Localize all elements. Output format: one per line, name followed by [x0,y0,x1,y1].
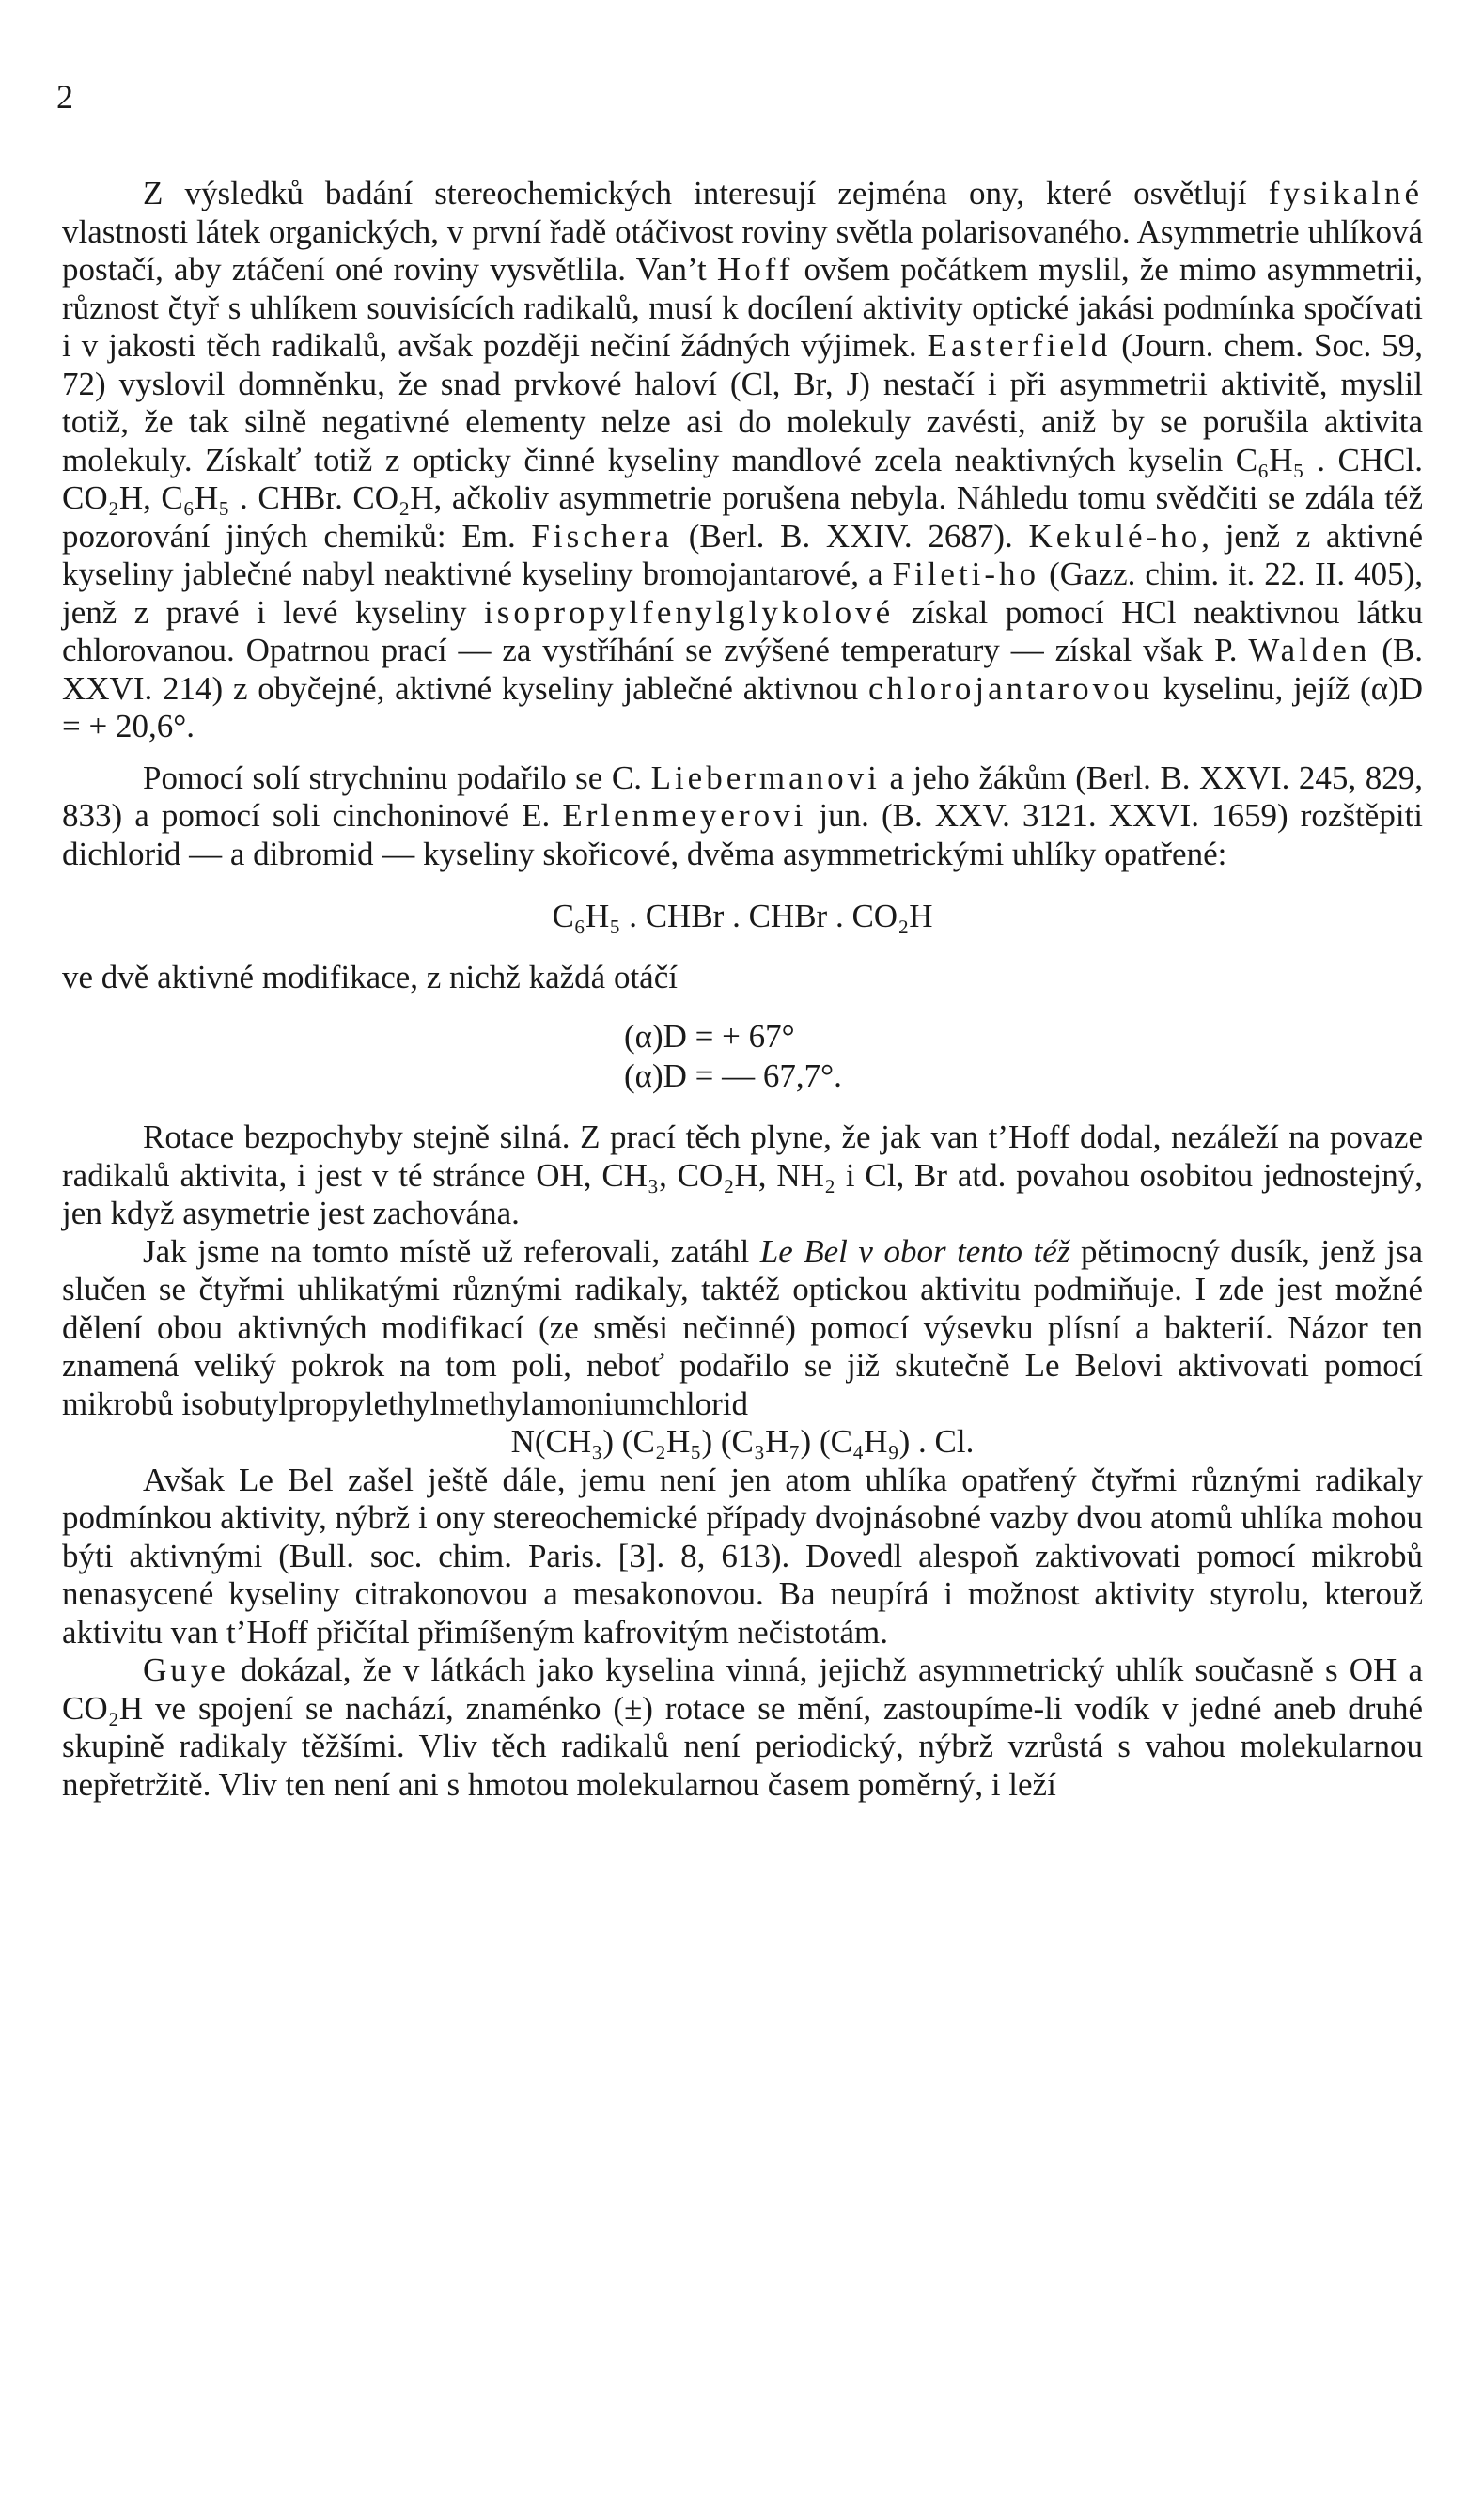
author-name: Fischera [531,517,673,555]
text-run: (Journ. chem. Soc. 59, 72) vyslovil domněnku, že snad prvkové haloví (Cl, Br, J) nestačí i při asymmetrii aktivitě, myslil totiž, že tak silně negativné elementy nelze asi do molekuly zavésti, aniž by se porušila aktivita molekuly. Získalť totiž z opticky činné kyseliny mandlové zcela neaktivných kyselin C₆H₅ . CHCl. CO₂H, C₆H₅ . CHBr. CO₂H, ačkoliv asymmetrie porušena nebyla. Náhledu tomu svědčiti se zdála též pozorování jiných chemiků: Em. [62,327,1423,555]
paragraph-le-bel [62,1233,1423,1424]
text-run: Pomocí solí strychninu podařilo se C. [143,759,651,796]
text-run: (B. XXVI. 214) z obyčejné, aktivné kyseliny jablečné aktivnou [62,632,1423,707]
paragraph-stereochemistry [62,175,1423,746]
text-run: získal pomocí HCl neaktivnou látku chlorovanou. Opatrnou prací — za vystříhání se zvýšené temperatury — získal však P. [62,593,1423,668]
paragraph-le-bel-double-bond: Avšak Le Bel zašel ještě dále, jemu není jen atom uhlíka opatřený čtyřmi různými radikaly podmínkou aktivity, nýbrž i ony stereochemické případy dvojnásobné vazby dvou atomů uhlíka mohou býti aktivnými (Bull. soc. chim. Paris. [3]. 8, 613). Dovedl alespoň zaktivovati pomocí mikrobů nenasycené kyseliny citrakonovou a mesakonovou. Ba neupírá i možnost aktivity styrolu, kterouž aktivitu van t’Hoff přičítal přimíšeným kafrovitým nečistotám. [62,1461,1423,1651]
spaced-term: chlorojantarovou [868,669,1154,707]
paragraph-strychnine-salts [62,759,1423,874]
author-name: Walden [1248,632,1371,668]
body-text [62,175,1423,1804]
paragraph-guye [62,1651,1423,1804]
text-run: jun. (B. XXV. 3121. XXVI. 1659) rozštěpiti dichlorid — a dibromid — kyseliny skořicové, dvěma asymmetrickými uhlíky opatřené: [62,797,1423,872]
paragraph-modifications: ve dvě aktivné modifikace, z nichž každá otáčí [62,958,678,995]
rotation-positive: (α)D = + 67° [624,1018,795,1055]
text-run: a jeho žákům (Berl. B. XXVI. 245, 829, 833) a pomocí soli cinchoninové E. [62,759,1423,834]
author-name: Easterfield [927,327,1112,364]
text-run: Z výsledků badání stereochemických interesují zejména ony, které osvětlují [143,175,1269,211]
text-run: ovšem počátkem myslil, že mimo asymmetrii, různost čtyř s uhlíkem souvisících radikalů, musí k docílení aktivity optické jakási podmínka spočívati i v jakosti těch radikalů, avšak později nečiní žádných výjimek. [62,251,1423,364]
author-name: Erlenmeyerovi [562,797,807,834]
author-name: Liebermanovi [650,759,881,796]
text-run: , jenž z aktivné kyseliny jablečné nabyl neaktivné kyseliny bromojantarové, a [62,517,1423,592]
spaced-term: isopropylfenylglykolové [484,593,895,631]
rotation-values [624,1017,1423,1096]
text-run: (Berl. B. XXIV. 2687). [673,517,1029,555]
text-run: (Gazz. chim. it. 22. II. 405), jenž z pravé i levé kyseliny [62,556,1424,631]
formula-ammonium-chloride: N(CH₃) (C₂H₅) (C₃H₇) (C₄H₉) . Cl. [510,1423,975,1460]
paragraph-rotation: Rotace bezpochyby stejně silná. Z prací těch plyne, že jak van t’Hoff dodal, nezáleží na povaze radikalů aktivita, i jest v té stránce OH, CH₃, CO₂H, NH₂ i Cl, Br atd. povahou osobitou jednostejný, jen když asymetrie jest zachována. [62,1119,1423,1231]
text-run: vlastnosti látek organických, v první řadě otáčivost roviny světla polarisovaného. Asymmetrie uhlíková postačí, aby ztáčení oné roviny vysvětlila. Van’t [62,212,1423,288]
author-name: Hoff [716,251,794,288]
formula-cinnamic-dibromide: C₆H₅ . CHBr . CHBr . CO₂H [552,898,933,934]
italic-run: Le Bel v obor tento též [759,1232,1070,1270]
author-name: Fileti-ho [892,556,1040,592]
spaced-term: fysikalné [1268,175,1423,211]
text-run: Jak jsme na tomto místě už referovali, zatáhl [143,1232,760,1270]
text-run: dokázal, že v látkách jako kyselina vinná, jejichž asymmetrický uhlík současně s OH a CO₂H ve spojení se nachází, znaménko (±) rotace se mění, zastoupíme-li vodík v jedné aneb druhé skupině radikaly těžšími. Vliv těch radikalů není periodický, nýbrž vzrůstá s vahou molekularnou nepřetržitě. Vliv ten není ani s hmotou molekularnou časem poměrný, i leží [62,1651,1423,1803]
text-run: pětimocný dusík, jenž jsa slučen se čtyřmi uhlikatými různými radikaly, taktéž optickou aktivitu podmiňuje. I zde jest možné dělení obou aktivných modifikací (ze směsi nečinné) pomocí výsevku plísní a bakterií. Názor ten znamená veliký pokrok na tom poli, neboť podařilo se již skutečně Le Belovi aktivovati pomocí mikrobů isobutylpropylethylmethylamoniumchlorid [62,1232,1424,1422]
author-name: Guye [143,1651,229,1688]
rotation-negative: (α)D = — 67,7°. [624,1057,842,1094]
author-name: Kekulé-ho [1028,517,1202,555]
text-run: kyselinu, jejíž (α)D = + 20,6°. [62,669,1423,744]
page-number: 2 [56,78,73,116]
